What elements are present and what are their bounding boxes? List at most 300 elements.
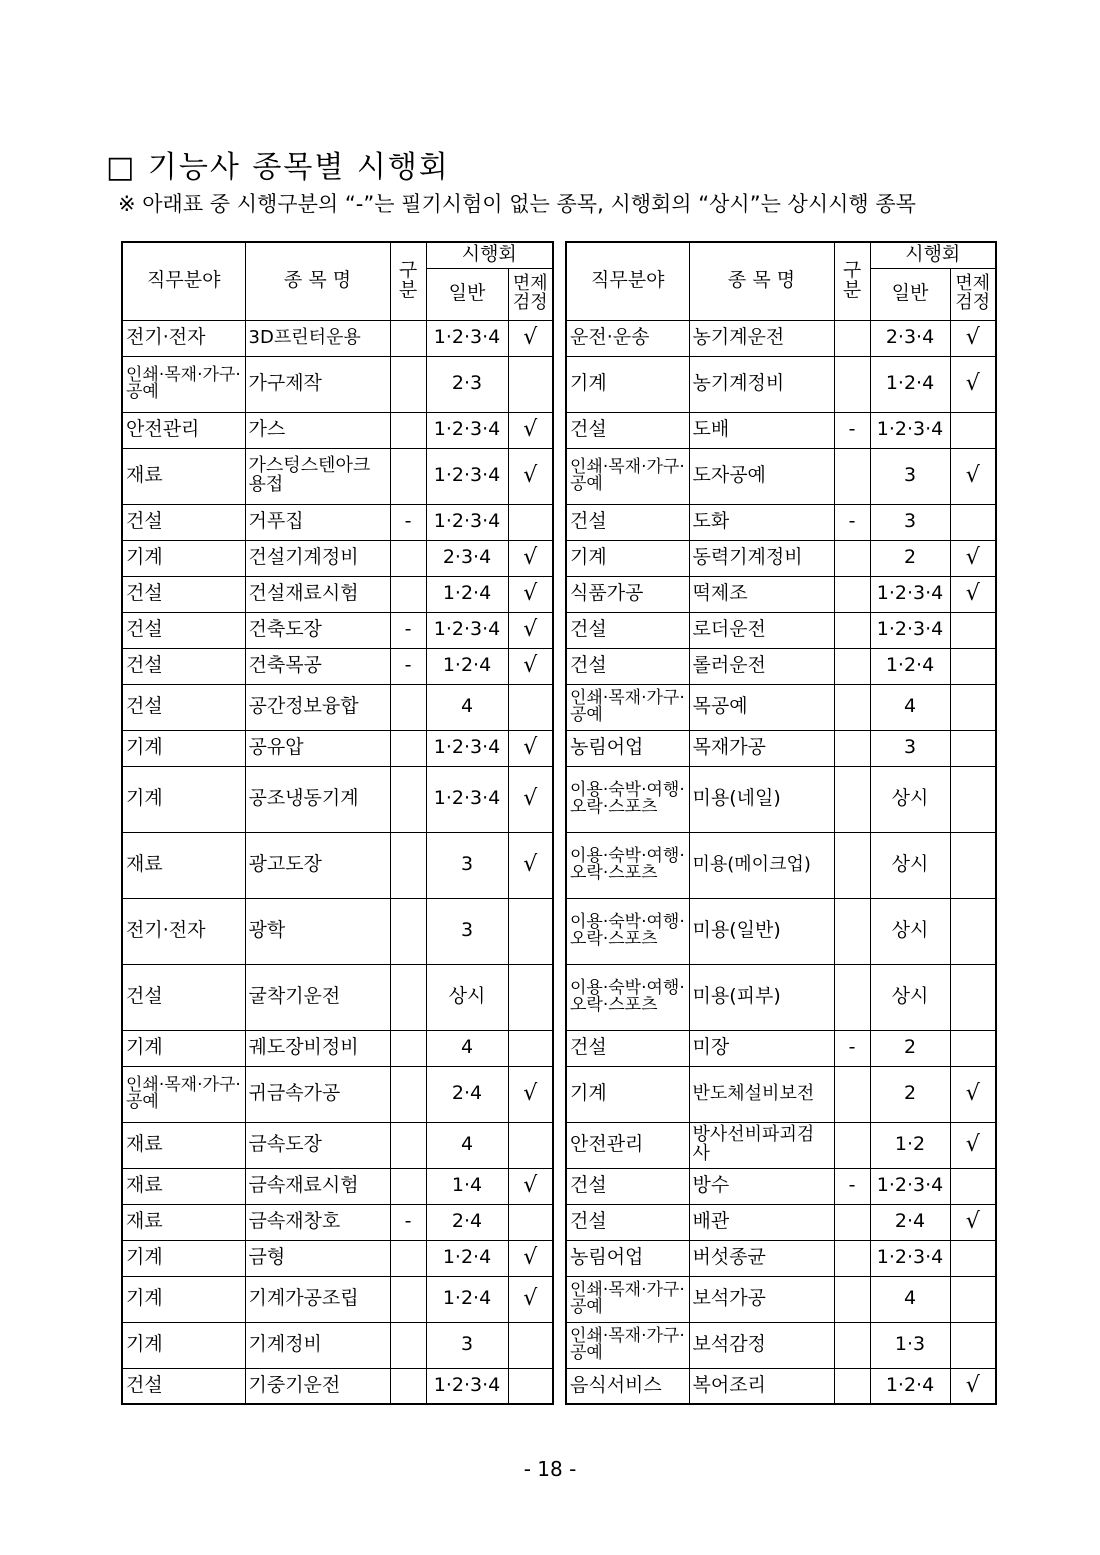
- row-gubun: [390, 1030, 426, 1066]
- table-row: [566, 612, 996, 648]
- row-field: 건설: [122, 612, 245, 648]
- row-exempt-check: [950, 898, 996, 964]
- row-exempt-check: [508, 356, 553, 412]
- table-row: [566, 412, 996, 448]
- table-row: [122, 412, 553, 448]
- header-schedule: 시행회: [870, 242, 996, 268]
- row-field: 인쇄·목재·가구·공예: [122, 356, 245, 412]
- table-row: [566, 1322, 996, 1368]
- row-gubun: [390, 1240, 426, 1276]
- row-general: 1·2·3·4: [870, 1168, 950, 1204]
- row-field: 재료: [122, 448, 245, 504]
- row-gubun: [390, 1122, 426, 1168]
- row-exempt-check: √: [508, 1240, 553, 1276]
- row-field: 기계: [122, 1276, 245, 1322]
- row-gubun: [834, 766, 870, 832]
- row-exempt-check: √: [950, 320, 996, 356]
- row-general: 상시: [870, 766, 950, 832]
- row-exempt-check: √: [508, 320, 553, 356]
- row-exempt-check: √: [508, 1066, 553, 1122]
- table-row: [122, 684, 553, 730]
- row-field: 건설: [122, 964, 245, 1030]
- row-general: 1·2·3·4: [870, 612, 950, 648]
- row-gubun: [390, 730, 426, 766]
- table-row: [122, 1168, 553, 1204]
- table-row: [122, 356, 553, 412]
- row-general: 1·2·3·4: [426, 730, 508, 766]
- row-gubun: [390, 448, 426, 504]
- row-name: 미용(피부): [689, 964, 834, 1030]
- row-gubun: -: [834, 1168, 870, 1204]
- row-gubun: [834, 1240, 870, 1276]
- row-name: 귀금속가공: [245, 1066, 390, 1122]
- row-exempt-check: √: [950, 1066, 996, 1122]
- row-exempt-check: [950, 648, 996, 684]
- row-exempt-check: [950, 684, 996, 730]
- table-row: [122, 1204, 553, 1240]
- row-gubun: [390, 684, 426, 730]
- row-general: 2·3: [426, 356, 508, 412]
- row-field: 인쇄·목재·가구·공예: [566, 1322, 689, 1368]
- row-field: 전기·전자: [122, 898, 245, 964]
- page-title: □ 기능사 종목별 시행회: [106, 150, 450, 185]
- row-field: 인쇄·목재·가구·공예: [566, 448, 689, 504]
- row-name: 떡제조: [689, 576, 834, 612]
- table-row: [566, 504, 996, 540]
- row-field: 기계: [122, 730, 245, 766]
- row-general: 상시: [870, 964, 950, 1030]
- row-general: 1·2·3·4: [870, 1240, 950, 1276]
- row-field: 건설: [122, 1368, 245, 1404]
- row-general: 1·2·4: [426, 1276, 508, 1322]
- row-gubun: [390, 1168, 426, 1204]
- row-name: 동력기계정비: [689, 540, 834, 576]
- table-body-right: [566, 320, 996, 1404]
- row-gubun: [834, 898, 870, 964]
- row-general: 상시: [870, 832, 950, 898]
- row-general: 1·2·4: [426, 1240, 508, 1276]
- row-name: 로더운전: [689, 612, 834, 648]
- row-general: 1·2·3·4: [426, 448, 508, 504]
- row-field: 건설: [566, 648, 689, 684]
- row-name: 도자공예: [689, 448, 834, 504]
- table-row: [122, 964, 553, 1030]
- row-field: 건설: [566, 1030, 689, 1066]
- row-general: 1·4: [426, 1168, 508, 1204]
- row-general: 4: [426, 684, 508, 730]
- header-general: 일반: [870, 268, 950, 320]
- row-general: 1·2·3·4: [426, 320, 508, 356]
- row-name: 금속재창호: [245, 1204, 390, 1240]
- row-general: 1·2·3·4: [870, 412, 950, 448]
- row-exempt-check: [950, 730, 996, 766]
- row-exempt-check: [950, 832, 996, 898]
- table-row: [566, 730, 996, 766]
- row-gubun: [834, 964, 870, 1030]
- row-field: 건설: [122, 576, 245, 612]
- row-exempt-check: √: [508, 1168, 553, 1204]
- row-gubun: [390, 766, 426, 832]
- row-gubun: [834, 832, 870, 898]
- table-row: [566, 448, 996, 504]
- header-field: 직무분야: [566, 242, 689, 320]
- row-field: 건설: [122, 684, 245, 730]
- row-exempt-check: √: [950, 1368, 996, 1404]
- row-name: 공간정보융합: [245, 684, 390, 730]
- row-field: 안전관리: [122, 412, 245, 448]
- row-gubun: [834, 320, 870, 356]
- row-gubun: [390, 356, 426, 412]
- row-gubun: [834, 1368, 870, 1404]
- row-general: 1·2·4: [426, 648, 508, 684]
- row-name: 미용(메이크업): [689, 832, 834, 898]
- row-exempt-check: √: [950, 540, 996, 576]
- row-field: 기계: [566, 1066, 689, 1122]
- table-row: [566, 1168, 996, 1204]
- table-row: [122, 1240, 553, 1276]
- row-exempt-check: √: [508, 412, 553, 448]
- row-general: 4: [426, 1030, 508, 1066]
- row-gubun: [390, 1276, 426, 1322]
- row-gubun: [834, 612, 870, 648]
- table-note: ※ 아래표 중 시행구분의 “-”는 필기시험이 없는 종목, 시행회의 “상시”는 상시시행 종목: [118, 192, 916, 216]
- row-general: 2·3·4: [426, 540, 508, 576]
- row-field: 건설: [566, 1168, 689, 1204]
- row-general: 1·2: [870, 1122, 950, 1168]
- row-field: 기계: [566, 540, 689, 576]
- header-exempt: 면제검정: [508, 268, 553, 320]
- row-name: 3D프린터운용: [245, 320, 390, 356]
- row-exempt-check: √: [950, 448, 996, 504]
- row-general: 1·3: [870, 1322, 950, 1368]
- row-gubun: [834, 1276, 870, 1322]
- row-exempt-check: √: [508, 832, 553, 898]
- row-name: 반도체설비보전: [689, 1066, 834, 1122]
- row-gubun: -: [390, 1204, 426, 1240]
- table-row: [566, 766, 996, 832]
- row-field: 건설: [566, 612, 689, 648]
- table-row: [122, 1368, 553, 1404]
- row-field: 이용·숙박·여행·오락·스포츠: [566, 964, 689, 1030]
- row-general: 3: [870, 448, 950, 504]
- row-name: 목공예: [689, 684, 834, 730]
- row-exempt-check: √: [950, 1122, 996, 1168]
- row-exempt-check: [508, 898, 553, 964]
- table-row: [566, 1368, 996, 1404]
- row-exempt-check: [508, 1204, 553, 1240]
- row-field: 인쇄·목재·가구·공예: [566, 684, 689, 730]
- table-row: [566, 684, 996, 730]
- table-row: [566, 540, 996, 576]
- row-field: 이용·숙박·여행·오락·스포츠: [566, 766, 689, 832]
- row-exempt-check: √: [950, 356, 996, 412]
- row-name: 공조냉동기계: [245, 766, 390, 832]
- schedule-table-left: [121, 241, 554, 1405]
- row-name: 궤도장비정비: [245, 1030, 390, 1066]
- row-field: 인쇄·목재·가구·공예: [122, 1066, 245, 1122]
- row-gubun: [834, 1122, 870, 1168]
- table-row: [566, 1122, 996, 1168]
- row-exempt-check: [950, 766, 996, 832]
- row-name: 기계정비: [245, 1322, 390, 1368]
- table-row: [566, 648, 996, 684]
- row-general: 1·2·3·4: [426, 612, 508, 648]
- row-name: 목재가공: [689, 730, 834, 766]
- table-row: [122, 1276, 553, 1322]
- row-general: 3: [426, 832, 508, 898]
- row-gubun: -: [834, 412, 870, 448]
- row-name: 보석감정: [689, 1322, 834, 1368]
- row-general: 3: [426, 898, 508, 964]
- row-exempt-check: √: [508, 766, 553, 832]
- row-gubun: [390, 898, 426, 964]
- row-general: 2·4: [426, 1066, 508, 1122]
- row-gubun: [390, 412, 426, 448]
- row-general: 2·4: [870, 1204, 950, 1240]
- row-gubun: -: [390, 612, 426, 648]
- row-name: 배관: [689, 1204, 834, 1240]
- table-row: [566, 1066, 996, 1122]
- row-exempt-check: [950, 1240, 996, 1276]
- row-name: 금속재료시험: [245, 1168, 390, 1204]
- row-name: 건설기계정비: [245, 540, 390, 576]
- row-exempt-check: √: [508, 540, 553, 576]
- row-field: 재료: [122, 1122, 245, 1168]
- row-gubun: [390, 576, 426, 612]
- row-general: 4: [426, 1122, 508, 1168]
- row-field: 이용·숙박·여행·오락·스포츠: [566, 898, 689, 964]
- table-row: [122, 448, 553, 504]
- row-name: 광학: [245, 898, 390, 964]
- row-general: 1·2·3·4: [426, 1368, 508, 1404]
- row-general: 1·2·4: [870, 648, 950, 684]
- table-row: [122, 1122, 553, 1168]
- row-name: 방수: [689, 1168, 834, 1204]
- table-row: [122, 648, 553, 684]
- table-row: [122, 1030, 553, 1066]
- row-gubun: [390, 540, 426, 576]
- table-row: [566, 1276, 996, 1322]
- row-gubun: [834, 1066, 870, 1122]
- header-general: 일반: [426, 268, 508, 320]
- row-general: 1·2·4: [870, 1368, 950, 1404]
- row-field: 건설: [122, 504, 245, 540]
- header-gubun: 구분: [834, 242, 870, 320]
- row-exempt-check: [508, 504, 553, 540]
- row-field: 재료: [122, 1204, 245, 1240]
- table-row: [566, 1204, 996, 1240]
- row-general: 3: [426, 1322, 508, 1368]
- row-exempt-check: [508, 1368, 553, 1404]
- row-field: 식품가공: [566, 576, 689, 612]
- row-general: 1·2·4: [426, 576, 508, 612]
- table-row: [566, 320, 996, 356]
- table-body-left: [122, 320, 553, 1404]
- header-field: 직무분야: [122, 242, 245, 320]
- row-field: 이용·숙박·여행·오락·스포츠: [566, 832, 689, 898]
- row-gubun: [834, 576, 870, 612]
- row-name: 금형: [245, 1240, 390, 1276]
- table-row: [122, 576, 553, 612]
- row-name: 롤러운전: [689, 648, 834, 684]
- row-exempt-check: √: [508, 448, 553, 504]
- table-row: [122, 320, 553, 356]
- row-gubun: [834, 648, 870, 684]
- row-exempt-check: √: [508, 612, 553, 648]
- row-general: 3: [870, 730, 950, 766]
- table-row: [122, 1066, 553, 1122]
- table-row: [566, 1030, 996, 1066]
- row-exempt-check: [950, 1322, 996, 1368]
- row-general: 2: [870, 1066, 950, 1122]
- row-name: 금속도장: [245, 1122, 390, 1168]
- row-name: 기중기운전: [245, 1368, 390, 1404]
- row-name: 미용(일반): [689, 898, 834, 964]
- row-general: 4: [870, 1276, 950, 1322]
- row-exempt-check: √: [508, 1276, 553, 1322]
- row-name: 건축도장: [245, 612, 390, 648]
- row-name: 미장: [689, 1030, 834, 1066]
- row-exempt-check: √: [950, 576, 996, 612]
- row-field: 운전·운송: [566, 320, 689, 356]
- row-general: 2·3·4: [870, 320, 950, 356]
- row-gubun: [834, 448, 870, 504]
- row-name: 기계가공조립: [245, 1276, 390, 1322]
- table-row: [122, 730, 553, 766]
- row-field: 전기·전자: [122, 320, 245, 356]
- row-exempt-check: [508, 684, 553, 730]
- row-field: 안전관리: [566, 1122, 689, 1168]
- row-name: 미용(네일): [689, 766, 834, 832]
- row-name: 공유압: [245, 730, 390, 766]
- row-gubun: [834, 1322, 870, 1368]
- row-exempt-check: [950, 1030, 996, 1066]
- row-field: 재료: [122, 832, 245, 898]
- table-row: [566, 576, 996, 612]
- row-exempt-check: √: [508, 648, 553, 684]
- row-name: 버섯종균: [689, 1240, 834, 1276]
- row-gubun: [834, 1204, 870, 1240]
- table-row: [566, 832, 996, 898]
- row-field: 건설: [122, 648, 245, 684]
- row-exempt-check: √: [508, 730, 553, 766]
- row-name: 건축목공: [245, 648, 390, 684]
- row-name: 도화: [689, 504, 834, 540]
- table-row: [566, 898, 996, 964]
- row-general: 1·2·3·4: [870, 576, 950, 612]
- row-gubun: [390, 964, 426, 1030]
- table-row: [122, 504, 553, 540]
- row-name: 가구제작: [245, 356, 390, 412]
- row-name: 건설재료시험: [245, 576, 390, 612]
- header-name: 종 목 명: [689, 242, 834, 320]
- row-general: 1·2·4: [870, 356, 950, 412]
- row-field: 농림어업: [566, 1240, 689, 1276]
- table-row: [122, 540, 553, 576]
- row-general: 3: [870, 504, 950, 540]
- row-gubun: [834, 540, 870, 576]
- table-row: [122, 766, 553, 832]
- row-exempt-check: √: [508, 576, 553, 612]
- row-gubun: [390, 1368, 426, 1404]
- row-field: 건설: [566, 504, 689, 540]
- row-gubun: [834, 684, 870, 730]
- row-name: 방사선비파괴검사: [689, 1122, 834, 1168]
- row-gubun: [834, 356, 870, 412]
- header-gubun: 구분: [390, 242, 426, 320]
- row-exempt-check: [508, 1322, 553, 1368]
- row-gubun: [390, 1322, 426, 1368]
- row-field: 농림어업: [566, 730, 689, 766]
- row-field: 인쇄·목재·가구·공예: [566, 1276, 689, 1322]
- table-row: [122, 832, 553, 898]
- row-exempt-check: [508, 1030, 553, 1066]
- row-field: 재료: [122, 1168, 245, 1204]
- row-field: 기계: [566, 356, 689, 412]
- row-name: 거푸집: [245, 504, 390, 540]
- row-exempt-check: [508, 1122, 553, 1168]
- row-general: 1·2·3·4: [426, 412, 508, 448]
- row-exempt-check: [950, 504, 996, 540]
- row-field: 기계: [122, 1240, 245, 1276]
- row-name: 가스텅스텐아크용접: [245, 448, 390, 504]
- row-exempt-check: [950, 964, 996, 1030]
- row-name: 보석가공: [689, 1276, 834, 1322]
- row-general: 4: [870, 684, 950, 730]
- row-name: 광고도장: [245, 832, 390, 898]
- table-row: [566, 1240, 996, 1276]
- row-name: 가스: [245, 412, 390, 448]
- row-general: 1·2·3·4: [426, 766, 508, 832]
- row-gubun: -: [390, 504, 426, 540]
- row-field: 건설: [566, 1204, 689, 1240]
- row-gubun: [390, 320, 426, 356]
- row-field: 기계: [122, 1030, 245, 1066]
- row-field: 음식서비스: [566, 1368, 689, 1404]
- header-name: 종 목 명: [245, 242, 390, 320]
- row-name: 농기계정비: [689, 356, 834, 412]
- table-row: [122, 1322, 553, 1368]
- row-general: 상시: [870, 898, 950, 964]
- row-name: 복어조리: [689, 1368, 834, 1404]
- table-row: [122, 612, 553, 648]
- row-name: 도배: [689, 412, 834, 448]
- row-exempt-check: [950, 1276, 996, 1322]
- row-general: 2·4: [426, 1204, 508, 1240]
- header-schedule: 시행회: [426, 242, 553, 268]
- table-row: [566, 964, 996, 1030]
- row-gubun: -: [834, 1030, 870, 1066]
- row-general: 1·2·3·4: [426, 504, 508, 540]
- row-exempt-check: √: [950, 1204, 996, 1240]
- row-gubun: [390, 1066, 426, 1122]
- row-exempt-check: [950, 1168, 996, 1204]
- row-field: 기계: [122, 1322, 245, 1368]
- table-row: [566, 356, 996, 412]
- row-name: 농기계운전: [689, 320, 834, 356]
- row-general: 2: [870, 1030, 950, 1066]
- schedule-table-right: [565, 241, 997, 1405]
- row-field: 건설: [566, 412, 689, 448]
- row-exempt-check: [950, 612, 996, 648]
- row-general: 상시: [426, 964, 508, 1030]
- row-field: 기계: [122, 766, 245, 832]
- row-name: 굴착기운전: [245, 964, 390, 1030]
- page-number: - 18 -: [523, 1457, 577, 1481]
- row-general: 2: [870, 540, 950, 576]
- row-gubun: -: [834, 504, 870, 540]
- row-gubun: [390, 832, 426, 898]
